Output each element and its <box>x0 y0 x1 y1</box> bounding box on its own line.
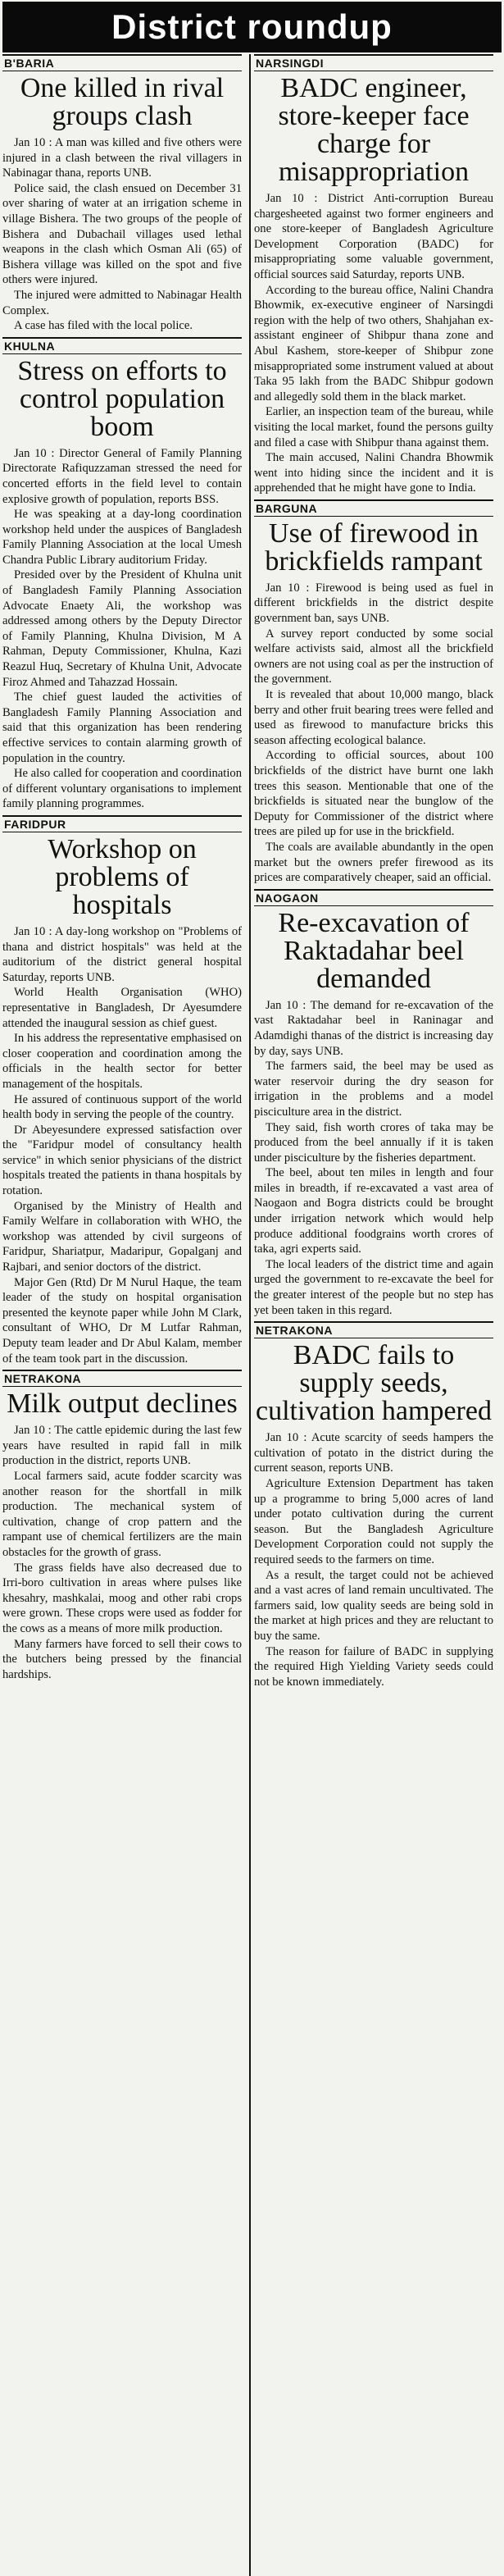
story-paragraph: Agriculture Extension Department has taken up a programme to bring 5,000 acres of land under potato cultivation during the current season. But the Bangladesh Agriculture Development Corporation could not supply the required seeds to the farmers on time. <box>254 1477 493 1566</box>
story-paragraph: Jan 10 : District Anti-corruption Bureau chargesheeted against two former engineers and one store-keeper of Bangladesh Agriculture Development Corporation (BADC) for misappropriating some valuable government, official sources said Saturday, reports UNB. <box>254 192 493 281</box>
story-body <box>2 446 242 812</box>
story-paragraph: Jan 10 : A man was killed and five others were injured in a clash between the rival villagers in Nabinagar thana, reports UNB. <box>2 136 242 180</box>
story-dateline: NAOGAON <box>254 889 493 906</box>
story-paragraph: As a result, the target could not be achieved and a vast acres of land remain uncultivated. The farmers said, low quality seeds are being sold in the market at high prices and they are reluctant to buy the same. <box>254 1568 493 1643</box>
story-paragraph: Presided over by the President of Khulna unit of Bangladesh Family Planning Association Advocate Enaety Ali, the workshop was addressed among others by the Deputy Director of Family Planning, Khulna Division, M A Rahman, Deputy Commissioner, Khulna, Kazi Reazul Huq, Secretary of Khulna Unit, Advocate Firoz Ahmed and Tahazzad Hossain. <box>2 568 242 689</box>
story-paragraph: The grass fields have also decreased due to Irri-boro cultivation in areas where pulses like khesahry, mashkalai, moog and other rabi crops were grown. These crops were used as fodder for the cows as a means of more milk production. <box>2 1561 242 1635</box>
story-headline: Stress on efforts to control population boom <box>17 355 227 442</box>
story-paragraph: Jan 10 : Director General of Family Planning Directorate Rafiquzzaman stressed the need for concerted efforts in the field level to contain explosive growth of population, reports BSS. <box>2 446 242 506</box>
story-bbaria <box>2 54 242 334</box>
story-barguna <box>254 499 493 886</box>
story-headline: Use of firewood in brickfields rampant <box>265 517 483 577</box>
story-paragraph: Jan 10 : The demand for re-excavation of the vast Raktadahar beel in Raninagar and Adamdighi thanas of the district is increasing day by day, says UNB. <box>254 998 493 1058</box>
story-dateline: NETRAKONA <box>254 1321 493 1338</box>
story-naogaon <box>254 889 493 1318</box>
story-body <box>2 135 242 334</box>
story-paragraph: The beel, about ten miles in length and four miles in breadth, if re-excavated a vast area of Naogaon and Bogra districts could be brought under irrigation network which would help produce additional foodgrains worth crores of taka, agri experts said. <box>254 1166 493 1256</box>
page-title: District roundup <box>2 2 502 52</box>
story-khulna <box>2 337 242 812</box>
story-netrakona-milk <box>2 1370 242 1682</box>
story-paragraph: Jan 10 : Acute scarcity of seeds hampers the cultivation of potato in the district during the current season, reports UNB. <box>254 1431 493 1475</box>
story-paragraph: It is revealed that about 10,000 mango, black berry and other fruit bearing trees were felled and used as firewood to manufacture bricks this season affecting ecological balance. <box>254 688 493 747</box>
right-column <box>254 54 493 2576</box>
story-dateline: NARSINGDI <box>254 54 493 71</box>
story-paragraph: He assured of continuous support of the world health body in serving the people of the country. <box>2 1092 242 1122</box>
story-netrakona-seeds <box>254 1321 493 1689</box>
story-headline: Milk output declines <box>7 1388 238 1420</box>
story-paragraph: Organised by the Ministry of Health and Family Welfare in collaboration with WHO, the workshop was attended by civil surgeons of Faridpur, Shariatpur, Madaripur, Gopalganj and Rajbari, and senior doctors of the district. <box>2 1199 242 1274</box>
story-dateline: NETRAKONA <box>2 1370 242 1387</box>
story-paragraph: According to official sources, about 100 brickfields of the district have burnt one lakh trees this season. Mentionable that one of the brickfields is situated near the bunglow of the Deputy for Commissioner of the district where trees are piled up for use in the brickfield. <box>254 749 493 839</box>
story-narsingdi <box>254 54 493 496</box>
story-headline: Workshop on problems of hospitals <box>48 833 197 920</box>
story-paragraph: Major Gen (Rtd) Dr M Nurul Haque, the team leader of the study on hospital organisation presented the keynote paper while John M Clark, consultant of WHO, Dr M Lutfar Rahman, Deputy team leader and Dr Abul Kalam, member of the team took part in the discussion. <box>2 1275 242 1366</box>
story-headline: BADC fails to supply seeds, cultivation hampered <box>256 1340 492 1427</box>
story-paragraph: Police said, the clash ensued on December 31 over sharing of water at an irrigation scheme in village Bishera. The two groups of the people of Bishera and Dubachail villages used lethal weapons in the clash which Osman Ali (65) of Bishera village was killed on the spot and five others were injured. <box>2 181 242 287</box>
story-paragraph: Dr Abeyesundere expressed satisfaction over the "Faridpur model of consultancy health service" in which senior physicians of the district hospitals treated the patients in thana hospitals by rotation. <box>2 1123 242 1198</box>
story-headline: One killed in rival groups clash <box>20 73 225 131</box>
story-headline: Re-excavation of Raktadahar beel demanded <box>278 907 470 994</box>
story-paragraph: He was speaking at a day-long coordination workshop held under the auspices of Bangladesh Family Planning Association at the local Umesh Chandra Public Library auditorium Friday. <box>2 508 242 567</box>
story-paragraph: The coals are available abundantly in the open market but the owners prefer firewood as its prices are comparatively cheaper, said an official. <box>254 840 493 885</box>
story-paragraph: The local leaders of the district time and again urged the government to re-excavate the beel for the greater interest of the people but no step has yet been taken in this regard. <box>254 1257 493 1317</box>
column-divider <box>249 54 251 2576</box>
story-paragraph: Many farmers have forced to sell their cows to the butchers being pressed by the financial hardships. <box>2 1637 242 1681</box>
story-dateline: BARGUNA <box>254 499 493 517</box>
story-paragraph: Jan 10 : Firewood is being used as fuel in different brickfields in the district despite government ban, says UNB. <box>254 581 493 626</box>
story-paragraph: The injured were admitted to Nabinagar Health Complex. <box>2 288 242 317</box>
story-body <box>254 581 493 886</box>
story-paragraph: The chief guest lauded the activities of Bangladesh Family Planning Association and said that this organization has been rendering effective services to contain alarming growth of population in the country. <box>2 691 242 765</box>
story-paragraph: According to the bureau office, Nalini Chandra Bhowmik, ex-executive engineer of Narsingdi region with the help of two others, Shahjahan ex-assistant engineer of Shibpur thana zone and Abul Kashem, store-keeper of Shibpur zone misappropriated some instrument valued at about Taka 95 lakh from the BADC Shibpur godown and allegedly sold them in the black market. <box>254 283 493 403</box>
story-paragraph: Earlier, an inspection team of the bureau, while visiting the local market, found the persons guilty and filed a case with Shibpur thana against them. <box>254 405 493 449</box>
left-column <box>2 54 242 2576</box>
story-faridpur <box>2 815 242 1366</box>
story-paragraph: A survey report conducted by some social welfare activists said, almost all the brickfield owners are not using coal as per the instruction of the government. <box>254 627 493 686</box>
story-body <box>254 191 493 496</box>
story-body <box>254 998 493 1318</box>
story-paragraph: Jan 10 : A day-long workshop on "Problems of thana and district hospitals" was held at the auditorium of the district general hospital Saturday, reports UNB. <box>2 924 242 984</box>
story-paragraph: A case has filed with the local police. <box>14 319 193 333</box>
story-paragraph: World Health Organisation (WHO) representative in Bangladesh, Dr Ayesumdere attended the inaugural session as chief guest. <box>2 986 242 1030</box>
story-body <box>2 924 242 1366</box>
story-dateline: KHULNA <box>2 337 242 354</box>
story-dateline: FARIDPUR <box>2 815 242 832</box>
story-paragraph: They said, fish worth crores of taka may be produced from the beel annually if it is taken under pisciculture by the fisheries department. <box>254 1120 493 1165</box>
story-paragraph: The farmers said, the beel may be used as water reservoir during the dry season for irrigation in the problems and a model pisciculture area in the district. <box>254 1060 493 1119</box>
story-headline: BADC engineer, store-keeper face charge for misappropriation <box>278 73 470 187</box>
story-dateline: B'BARIA <box>2 54 242 71</box>
story-paragraph: The reason for failure of BADC in supplying the required High Yielding Variety seeds could not be known immediately. <box>254 1644 493 1689</box>
story-body <box>254 1430 493 1689</box>
story-paragraph: The main accused, Nalini Chandra Bhowmik went into hiding since the incident and it is apprehended that he might have gone to India. <box>254 451 493 495</box>
story-paragraph: He also called for cooperation and coordination of different voluntary organisations to implement family planning programmes. <box>2 767 242 811</box>
story-body <box>2 1423 242 1682</box>
story-paragraph: In his address the representative emphasised on closer cooperation and coordination among the officials in the health sector for better management of the hospitals. <box>2 1032 242 1091</box>
story-paragraph: Jan 10 : The cattle epidemic during the last few years have resulted in rapid fall in milk production in the district, reports UNB. <box>2 1424 242 1468</box>
story-paragraph: Local farmers said, acute fodder scarcity was another reason for the shortfall in milk production. The mechanical system of cultivation, change of crop pattern and the rampant use of chemical fertilizers are the main obstacles for the growth of grass. <box>2 1469 242 1559</box>
